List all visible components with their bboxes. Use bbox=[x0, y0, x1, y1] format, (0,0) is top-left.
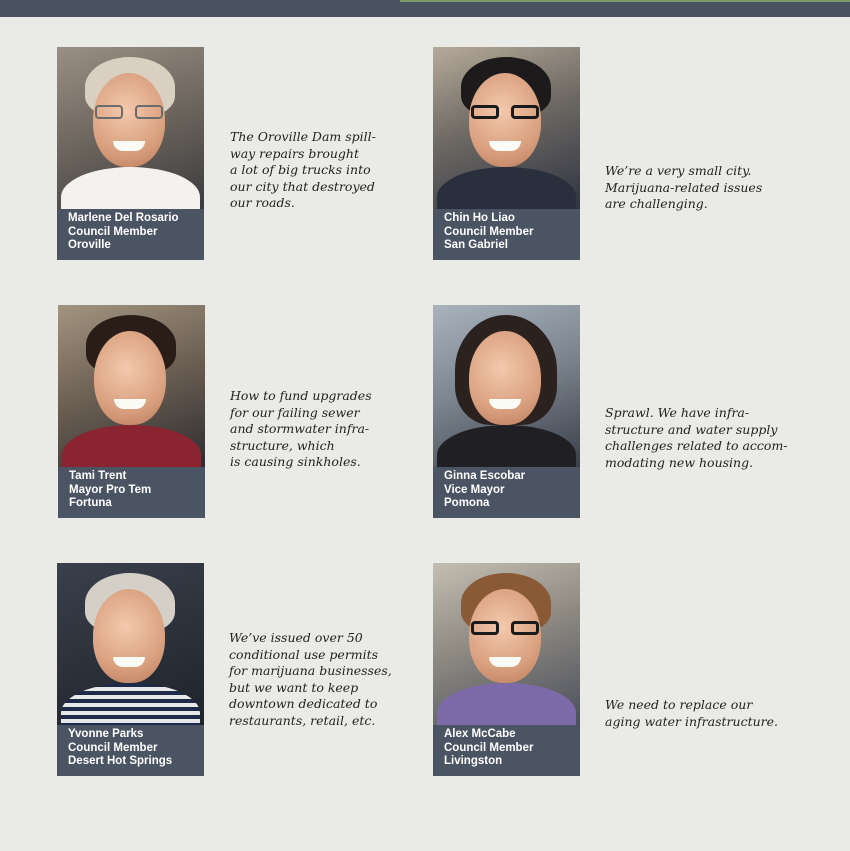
header-accent-line bbox=[400, 0, 850, 2]
quote-line: our roads. bbox=[230, 195, 295, 210]
glasses-shape bbox=[471, 621, 539, 635]
quote-line: modating new housing. bbox=[605, 454, 754, 470]
quote-line: our city that destroyed bbox=[230, 178, 375, 194]
person-city: Fortuna bbox=[69, 497, 112, 509]
quote-yvonne bbox=[229, 630, 399, 729]
face-shape bbox=[469, 589, 541, 683]
portrait-photo bbox=[433, 563, 580, 725]
quote-line: but we want to keep bbox=[229, 679, 359, 695]
person-city: Pomona bbox=[444, 497, 490, 509]
portrait-photo bbox=[57, 563, 204, 725]
person-name: Chin Ho Liao bbox=[444, 212, 515, 224]
person-title: Council Member bbox=[444, 741, 534, 754]
quote-line: are challenging. bbox=[605, 196, 708, 211]
person-city: Desert Hot Springs bbox=[68, 755, 173, 767]
person-city: Oroville bbox=[68, 239, 111, 251]
quote-line: We’ve issued over 50 bbox=[229, 630, 363, 645]
face-shape bbox=[469, 331, 541, 425]
person-title: Council Member bbox=[68, 741, 158, 754]
profile-card-alex bbox=[433, 563, 580, 776]
profile-card-yvonne bbox=[57, 563, 204, 776]
profile-card-tami bbox=[58, 305, 205, 518]
person-title: Mayor Pro Tem bbox=[69, 483, 152, 496]
name-caption bbox=[433, 209, 580, 260]
portrait-photo bbox=[433, 305, 580, 467]
profile-card-chin bbox=[433, 47, 580, 260]
name-caption bbox=[433, 725, 580, 776]
person-name: Ginna Escobar bbox=[444, 470, 526, 482]
header-bar bbox=[0, 0, 850, 17]
shoulders-shape bbox=[62, 425, 201, 467]
face-shape bbox=[469, 73, 541, 167]
quote-line: a lot of big trucks into bbox=[230, 162, 371, 177]
glasses-shape bbox=[471, 105, 539, 119]
person-city: San Gabriel bbox=[444, 239, 508, 251]
person-name: Yvonne Parks bbox=[68, 728, 144, 740]
quote-line: is causing sinkholes. bbox=[230, 454, 361, 469]
smile-shape bbox=[489, 141, 521, 151]
smile-shape bbox=[113, 657, 145, 667]
person-title: Vice Mayor bbox=[444, 483, 505, 496]
quote-line: structure, which bbox=[230, 437, 335, 453]
quote-chin bbox=[605, 163, 775, 213]
quote-line: downtown dedicated to bbox=[229, 696, 378, 711]
quote-line: Marijuana-related issues bbox=[605, 179, 763, 195]
person-name: Marlene Del Rosario bbox=[68, 212, 179, 224]
quote-line: We need to replace our bbox=[605, 697, 753, 712]
shoulders-shape bbox=[61, 167, 200, 209]
quote-ginna bbox=[605, 405, 788, 471]
face-shape bbox=[93, 589, 165, 683]
face-shape bbox=[93, 73, 165, 167]
shoulders-shape bbox=[61, 683, 200, 725]
quote-marlene bbox=[230, 129, 400, 212]
name-caption bbox=[57, 725, 204, 776]
smile-shape bbox=[489, 399, 521, 409]
smile-shape bbox=[114, 399, 146, 409]
quote-line: How to fund upgrades bbox=[230, 388, 372, 403]
quote-line: for marijuana businesses, bbox=[229, 663, 392, 678]
person-city: Livingston bbox=[444, 755, 503, 767]
name-caption bbox=[57, 209, 204, 260]
portrait-photo bbox=[433, 47, 580, 209]
quote-line: challenges related to accom- bbox=[605, 438, 788, 453]
portrait-photo bbox=[58, 305, 205, 467]
quote-line: for our failing sewer bbox=[230, 404, 360, 420]
quote-line: structure and water supply bbox=[605, 421, 778, 437]
name-caption bbox=[58, 467, 205, 518]
name-caption bbox=[433, 467, 580, 518]
quote-alex bbox=[605, 697, 778, 730]
profile-card-ginna bbox=[433, 305, 580, 518]
quote-line: Sprawl. We have infra- bbox=[605, 405, 750, 420]
smile-shape bbox=[489, 657, 521, 667]
quote-line: and stormwater infra- bbox=[230, 421, 370, 436]
shoulders-shape bbox=[437, 167, 576, 209]
portrait-photo bbox=[57, 47, 204, 209]
shoulders-shape bbox=[437, 683, 576, 725]
person-title: Council Member bbox=[68, 225, 158, 238]
quote-tami bbox=[230, 388, 400, 471]
person-title: Council Member bbox=[444, 225, 534, 238]
face-shape bbox=[94, 331, 166, 425]
quote-line: way repairs brought bbox=[230, 145, 360, 161]
quote-line: aging water infrastructure. bbox=[605, 713, 778, 729]
quote-line: restaurants, retail, etc. bbox=[229, 712, 376, 728]
profile-card-marlene bbox=[57, 47, 204, 260]
quote-line: We’re a very small city. bbox=[605, 163, 752, 178]
quote-line: conditional use permits bbox=[229, 646, 379, 662]
person-name: Tami Trent bbox=[69, 470, 127, 482]
shoulders-shape bbox=[437, 425, 576, 467]
person-name: Alex McCabe bbox=[444, 728, 516, 740]
glasses-shape bbox=[95, 105, 163, 119]
smile-shape bbox=[113, 141, 145, 151]
quote-line: The Oroville Dam spill- bbox=[230, 129, 376, 144]
